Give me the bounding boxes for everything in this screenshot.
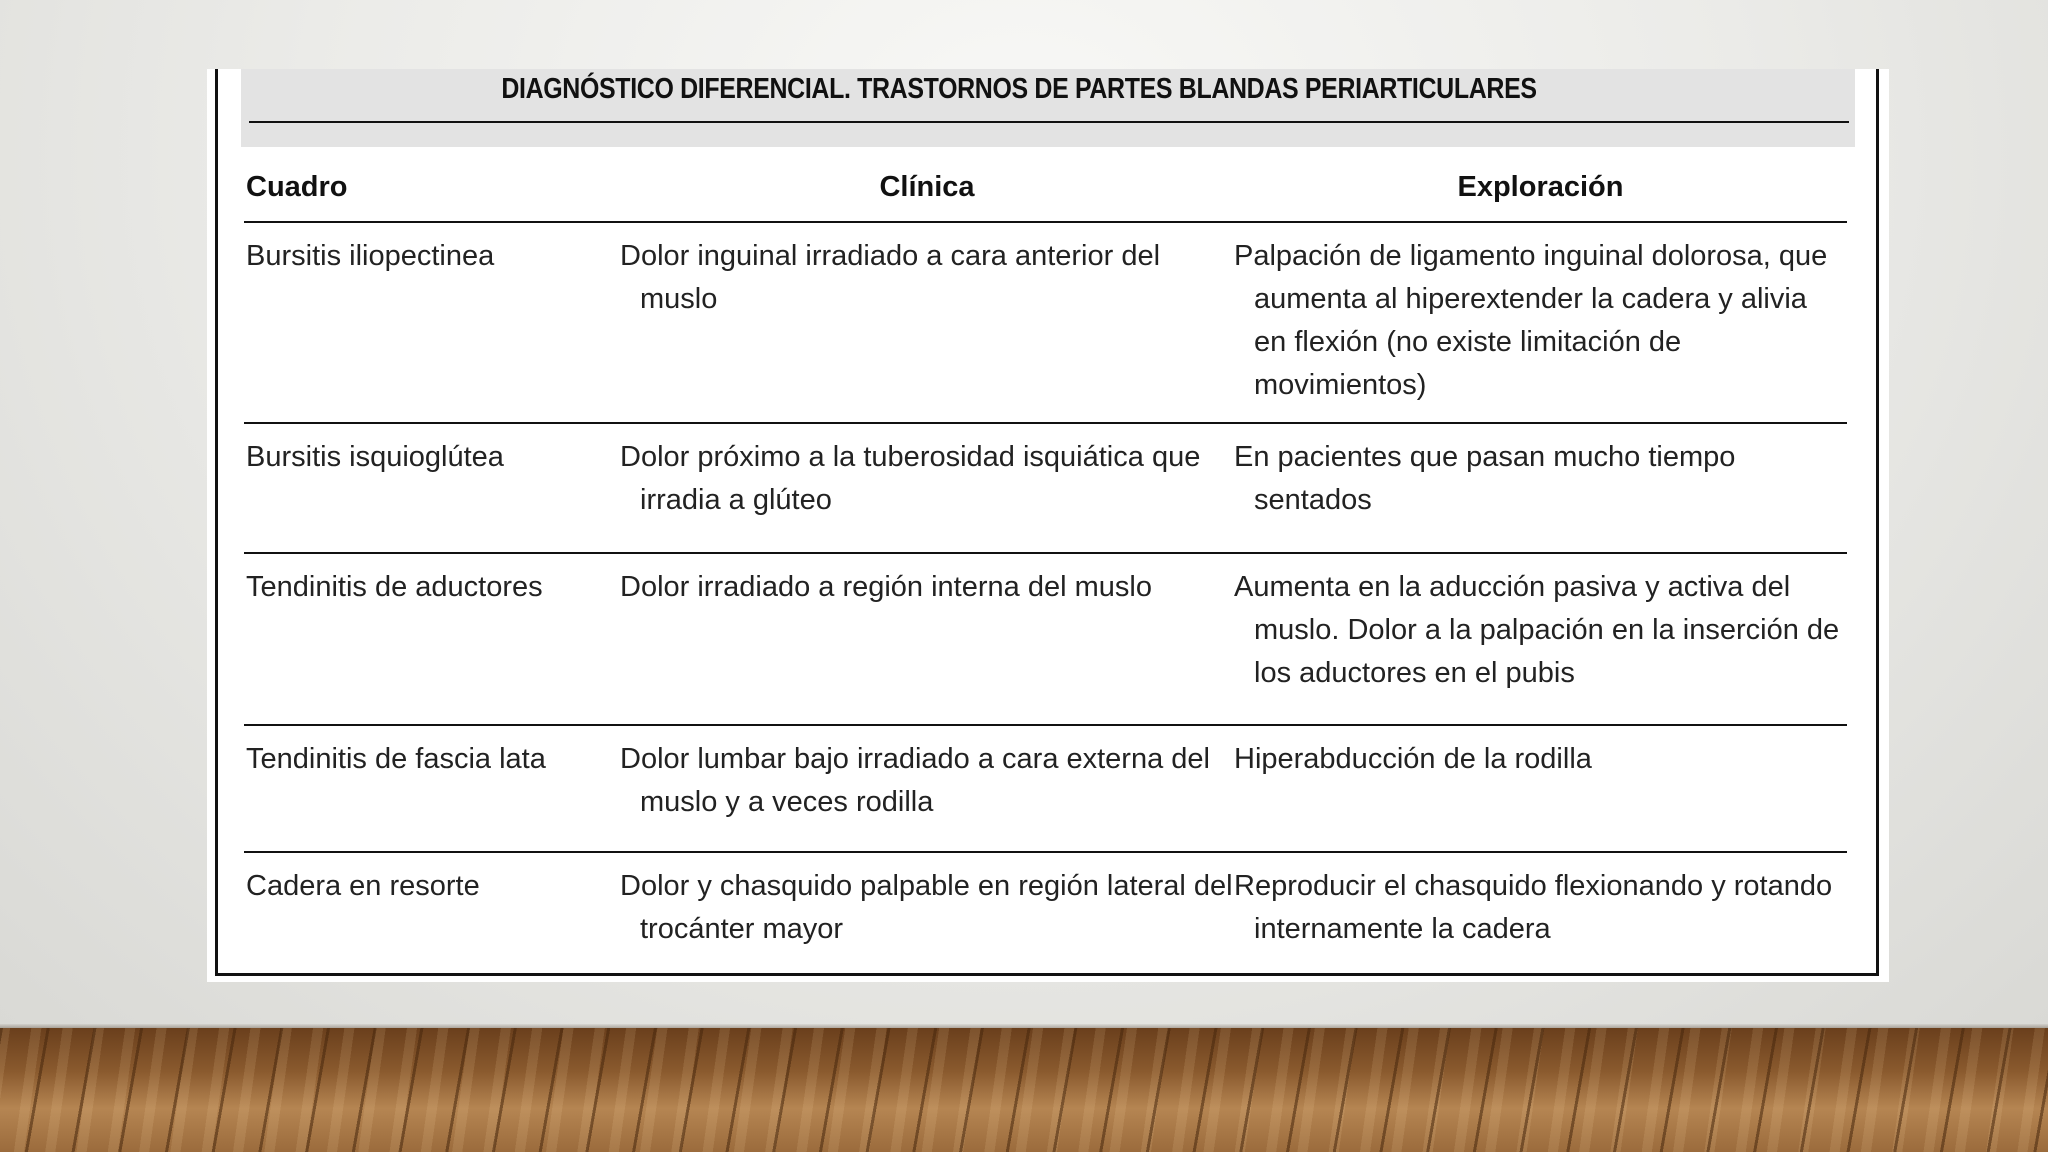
cell-exploracion: Aumenta en la aducción pasiva y activa del muslo. Dolor a la palpación en la inserción de los aductores en el pubis: [1234, 571, 1840, 689]
cell-exploracion: Reproducir el chasquido flexionando y rotando internamente la cadera: [1234, 870, 1833, 945]
table-title: DIAGNÓSTICO DIFERENCIAL. TRASTORNOS DE PARTES BLANDAS PERIARTICULARES: [501, 73, 1537, 105]
table-row: [244, 223, 1847, 424]
cell-cuadro: Cadera en resorte: [246, 870, 480, 902]
cell-clinica: Dolor inguinal irradiado a cara anterior del muslo: [620, 240, 1161, 315]
cell-clinica: Dolor irradiado a región interna del muslo: [620, 571, 1152, 603]
table-row: [244, 424, 1847, 554]
cell-cuadro: Tendinitis de aductores: [246, 571, 543, 603]
cell-clinica: Dolor y chasquido palpable en región lateral del trocánter mayor: [620, 870, 1233, 945]
cell-clinica: Dolor lumbar bajo irradiado a cara externa del muslo y a veces rodilla: [620, 743, 1210, 818]
header-exploracion: Exploración: [1457, 171, 1624, 203]
title-rule: [249, 121, 1849, 123]
table-row: [244, 726, 1847, 853]
cell-clinica: Dolor próximo a la tuberosidad isquiática que irradia a glúteo: [620, 441, 1201, 516]
table-row: [244, 853, 1847, 973]
cell-exploracion: En pacientes que pasan mucho tiempo sentados: [1234, 441, 1736, 516]
header-cuadro: Cuadro: [246, 171, 348, 203]
header-clinica: Clínica: [879, 171, 975, 203]
cell-exploracion: Palpación de ligamento inguinal dolorosa, que aumenta al hiperextender la cadera y alivia en flexión (no existe limitación de movimientos): [1234, 240, 1828, 401]
cell-cuadro: Tendinitis de fascia lata: [246, 743, 546, 775]
table-header-row: [244, 163, 1847, 223]
cell-cuadro: Bursitis iliopectinea: [246, 240, 495, 272]
table-image: [207, 69, 1889, 982]
diagnosis-table: [244, 163, 1847, 973]
wooden-floor: [0, 1028, 2048, 1152]
table-row: [244, 554, 1847, 726]
cell-cuadro: Bursitis isquioglútea: [246, 441, 504, 473]
cell-exploracion: Hiperabducción de la rodilla: [1234, 743, 1592, 775]
